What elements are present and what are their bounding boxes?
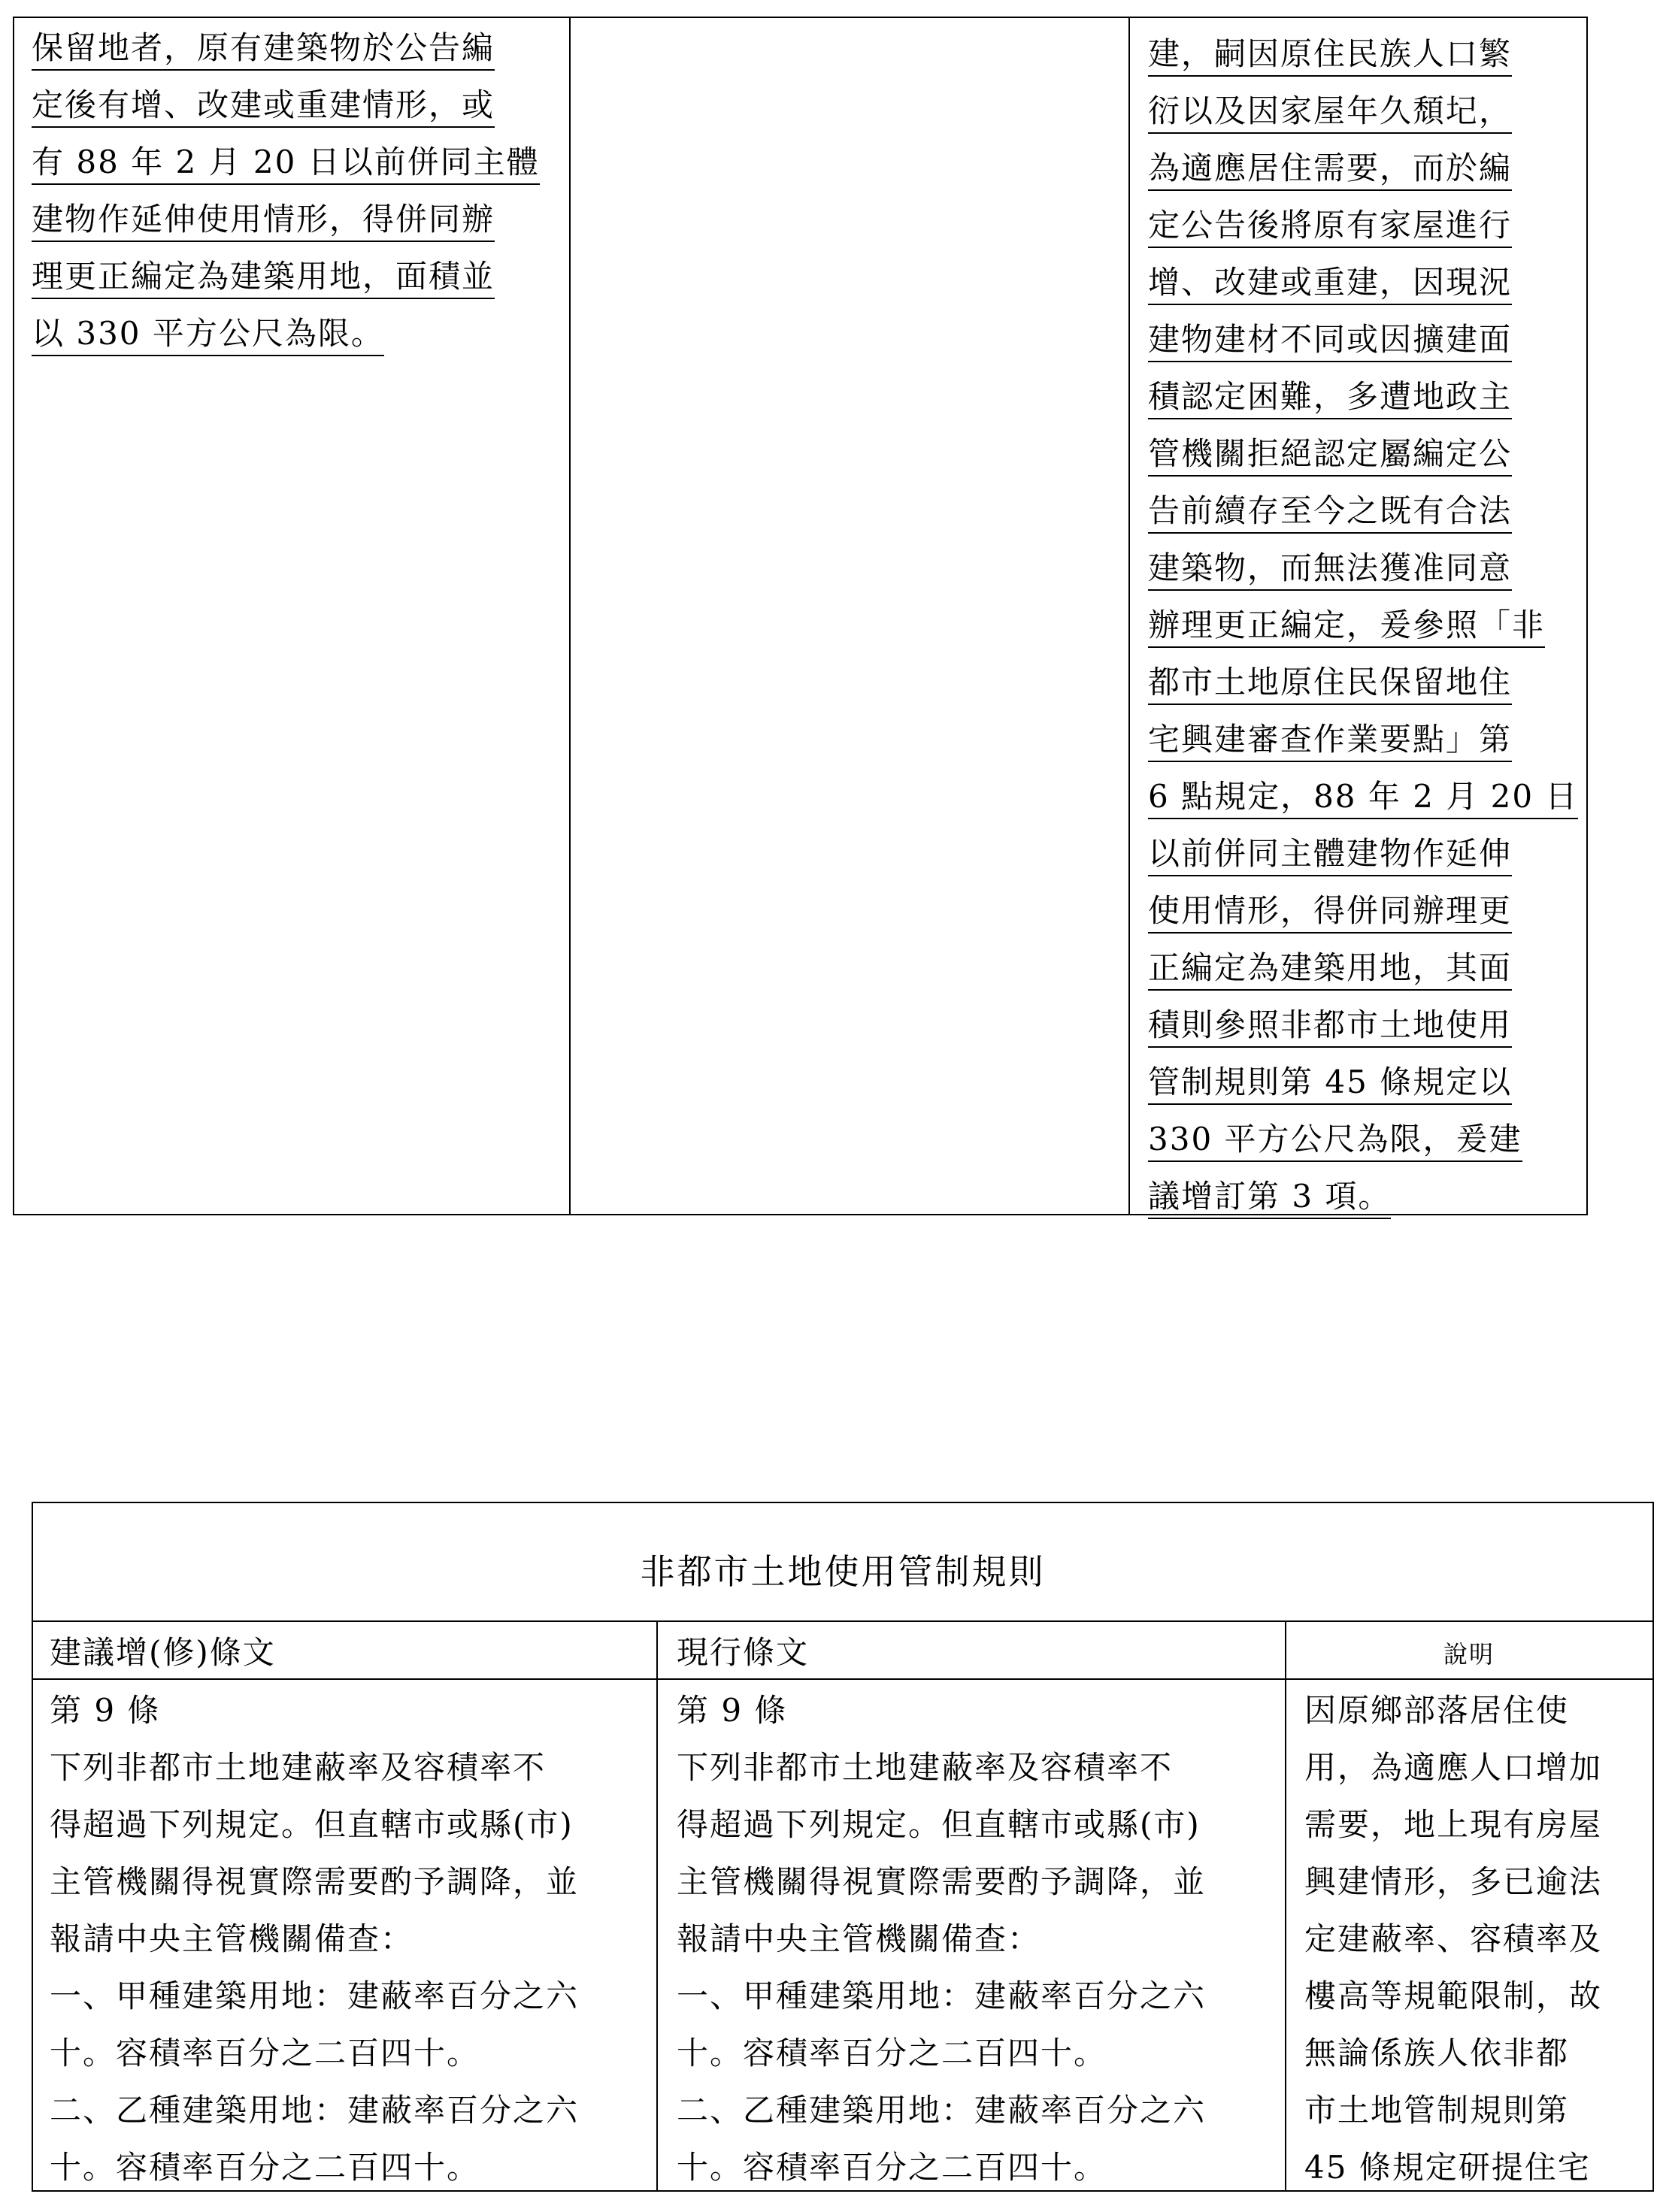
text-line-content: 用，為適應人口增加: [1304, 1749, 1603, 1786]
text-line: [677, 1796, 1278, 1853]
text-line: [1304, 1739, 1650, 1796]
text-line-content: 建築物，而無法獲准同意: [1148, 549, 1512, 591]
text-line: [1304, 2082, 1650, 2139]
text-line-content: 衍以及因家屋年久頹圮，: [1148, 92, 1512, 134]
text-line: [1148, 1168, 1584, 1225]
text-line-content: 告前續存至今之既有合法: [1148, 492, 1512, 534]
text-line: [677, 1682, 1278, 1739]
text-line-content: 為適應居住需要，而於編: [1148, 150, 1512, 191]
text-line: [1148, 1054, 1584, 1111]
text-line: [32, 20, 558, 77]
text-line-content: 十。容積率百分之二百四十。: [50, 2035, 480, 2071]
upper-column-divider: [569, 17, 571, 1215]
text-line-content: 都市土地原住民保留地住: [1148, 664, 1512, 705]
text-line: [1148, 368, 1584, 425]
header-proposed: 建議增(修)條文: [50, 1634, 276, 1671]
text-line: [1148, 83, 1584, 140]
text-line: [677, 2025, 1278, 2082]
text-line-content: 主管機關得視實際需要酌予調降，並: [50, 1863, 580, 1900]
text-line: [50, 1911, 651, 1968]
text-line-content: 報請中央主管機關備查：: [50, 1920, 414, 1957]
text-line: [50, 1739, 651, 1796]
text-line-content: 45 條規定研提住宅: [1304, 2149, 1591, 2186]
text-line: [50, 1682, 651, 1739]
text-line: [32, 191, 558, 248]
text-line-content: 有 88 年 2 月 20 日以前併同主體: [32, 144, 540, 185]
text-line: [1148, 140, 1584, 197]
text-line-content: 下列非都市土地建蔽率及容積率不: [50, 1749, 547, 1786]
text-line: [1148, 882, 1584, 940]
text-line: [1148, 711, 1584, 768]
text-line-content: 宅興建審查作業要點」第: [1148, 721, 1512, 762]
text-line: [1148, 768, 1584, 825]
text-line: [1148, 26, 1584, 83]
text-line: [1148, 940, 1584, 997]
header-current: 現行條文: [677, 1634, 810, 1671]
text-line-content: 管機關拒絕認定屬編定公: [1148, 435, 1512, 477]
text-line: [1148, 997, 1584, 1054]
text-line: [677, 2082, 1278, 2139]
text-line-content: 十。容積率百分之二百四十。: [50, 2149, 480, 2186]
text-line-content: 建物建材不同或因擴建面: [1148, 321, 1512, 362]
text-line-content: 建，嗣因原住民族人口繁: [1148, 35, 1512, 77]
text-line: [32, 134, 558, 191]
lower-current-cell: [677, 1682, 1278, 2196]
upper-column-divider: [1128, 17, 1130, 1215]
lower-column-divider: [656, 1620, 658, 2192]
text-line: [32, 248, 558, 305]
text-line: [1148, 1111, 1584, 1168]
header-row-divider: [32, 1678, 1654, 1680]
text-line: [1148, 197, 1584, 254]
text-line-content: 得超過下列規定。但直轄市或縣(市): [50, 1806, 574, 1843]
text-line-content: 一、甲種建築用地：建蔽率百分之六: [677, 1977, 1207, 2014]
lower-explanation-cell: [1304, 1682, 1650, 2196]
text-line-content: 無論係族人依非都: [1304, 2035, 1570, 2071]
text-line-content: 興建情形，多已逾法: [1304, 1863, 1603, 1900]
text-line-content: 330 平方公尺為限，爰建: [1148, 1121, 1522, 1162]
text-line: [32, 77, 558, 134]
text-line: [1304, 2139, 1650, 2196]
text-line-content: 二、乙種建築用地：建蔽率百分之六: [50, 2092, 580, 2129]
text-line-content: 得超過下列規定。但直轄市或縣(市): [677, 1806, 1201, 1843]
text-line-content: 下列非都市土地建蔽率及容積率不: [677, 1749, 1174, 1786]
text-line-content: 使用情形，得併同辦理更: [1148, 892, 1512, 934]
text-line-content: 需要，地上現有房屋: [1304, 1806, 1603, 1843]
text-line-content: 理更正編定為建築用地，面積並: [32, 258, 495, 299]
text-line-content: 定建蔽率、容積率及: [1304, 1920, 1603, 1957]
upper-explanation-cell: [1148, 26, 1584, 1225]
text-line-content: 建物作延伸使用情形，得併同辦: [32, 201, 495, 242]
text-line: [50, 2025, 651, 2082]
text-line: [677, 2139, 1278, 2196]
text-line: [1304, 1796, 1650, 1853]
text-line-content: 積認定困難，多遭地政主: [1148, 378, 1512, 419]
text-line: [1148, 540, 1584, 597]
text-line-content: 6 點規定，88 年 2 月 20 日: [1148, 778, 1578, 819]
lower-proposed-cell: [50, 1682, 651, 2196]
text-line-content: 保留地者，原有建築物於公告編: [32, 29, 495, 71]
text-line: [50, 1968, 651, 2025]
text-line-content: 主管機關得視實際需要酌予調降，並: [677, 1863, 1207, 1900]
text-line: [677, 1739, 1278, 1796]
text-line-content: 議增訂第 3 項。: [1148, 1178, 1391, 1219]
text-line-content: 樓高等規範限制，故: [1304, 1977, 1603, 2014]
text-line: [1304, 2025, 1650, 2082]
text-line: [677, 1911, 1278, 1968]
text-line: [50, 1853, 651, 1911]
text-line-content: 一、甲種建築用地：建蔽率百分之六: [50, 1977, 580, 2014]
text-line: [1304, 1968, 1650, 2025]
header-explanation: 說明: [1443, 1640, 1495, 1669]
text-line: [1304, 1682, 1650, 1739]
text-line-content: 管制規則第 45 條規定以: [1148, 1064, 1512, 1105]
text-line-content: 市土地管制規則第: [1304, 2092, 1570, 2129]
text-line-content: 二、乙種建築用地：建蔽率百分之六: [677, 2092, 1207, 2129]
text-line: [1148, 654, 1584, 711]
text-line: [1148, 597, 1584, 654]
table-title: 非都市土地使用管制規則: [640, 1551, 1046, 1592]
text-line: [50, 1796, 651, 1853]
text-line-content: 積則參照非都市土地使用: [1148, 1006, 1512, 1048]
text-line: [1304, 1853, 1650, 1911]
text-line: [1148, 483, 1584, 540]
text-line: [1148, 825, 1584, 882]
text-line: [50, 2139, 651, 2196]
text-line-content: 正編定為建築用地，其面: [1148, 949, 1512, 991]
text-line: [1148, 425, 1584, 483]
text-line-content: 以前併同主體建物作延伸: [1148, 835, 1512, 876]
text-line-content: 定公告後將原有家屋進行: [1148, 207, 1512, 248]
text-line: [1304, 1911, 1650, 1968]
text-line-content: 以 330 平方公尺為限。: [32, 315, 384, 356]
text-line: [50, 2082, 651, 2139]
text-line-content: 第 9 條: [50, 1692, 161, 1729]
text-line-content: 十。容積率百分之二百四十。: [677, 2149, 1107, 2186]
lower-column-divider: [1285, 1620, 1286, 2192]
text-line: [32, 305, 558, 362]
text-line: [677, 1853, 1278, 1911]
text-line: [677, 1968, 1278, 2025]
text-line-content: 報請中央主管機關備查：: [677, 1920, 1041, 1957]
text-line: [1148, 254, 1584, 311]
text-line-content: 因原鄉部落居住使: [1304, 1692, 1570, 1729]
text-line-content: 十。容積率百分之二百四十。: [677, 2035, 1107, 2071]
text-line: [1148, 311, 1584, 368]
text-line-content: 增、改建或重建，因現況: [1148, 264, 1512, 305]
title-row-divider: [32, 1620, 1654, 1622]
text-line-content: 第 9 條: [677, 1692, 788, 1729]
text-line-content: 辦理更正編定，爰參照「非: [1148, 607, 1545, 648]
text-line-content: 定後有增、改建或重建情形，或: [32, 86, 495, 128]
upper-proposed-cell: [32, 20, 558, 362]
